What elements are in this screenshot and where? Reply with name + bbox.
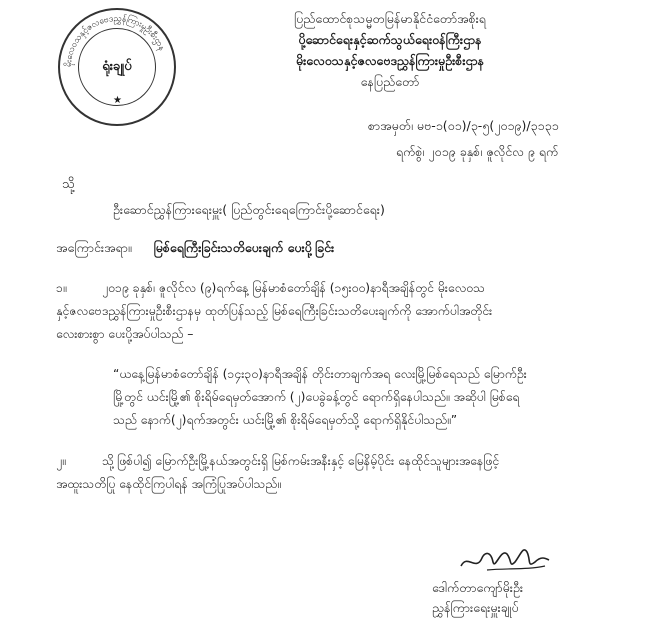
quote-line: မြို့တွင် ယင်းမြို့၏ စိုးရိမ်ရေမှတ်အောက် (၂)ပေခွဲခန့်တွင် ရောက်ရှိနေပါသည်။ အဆိုပါ မြစ်ရေ <box>113 390 520 404</box>
reference-block <box>368 113 559 165</box>
paragraph-line: လေးစားစွာ ပေးပို့အပ်ပါသည် – <box>56 327 194 341</box>
seal-center-text: ရုံးချုပ် <box>102 58 132 74</box>
handwritten-signature <box>457 540 557 580</box>
department-name: မိုးလေဝသနှင့်ဇလဗေဒညွှန်ကြားမှုဦးစီးဌာန <box>295 53 485 68</box>
paragraph-line: အထူးသတိပြု နေထိုင်ကြပါရန် အကြံပြုအပ်ပါသည်။ <box>56 477 281 491</box>
letterhead <box>210 8 570 92</box>
subject-line <box>56 240 334 259</box>
paragraph-number: ၁။ <box>56 281 67 295</box>
government-name: ပြည်ထောင်စုသမ္မတမြန်မာနိုင်ငံတော်အစိုးရ <box>294 11 486 26</box>
paragraph-2 <box>56 450 499 496</box>
signer-name: ဒေါက်တာကျော်မိုးဦး <box>432 580 524 595</box>
quote-line: “ယနေ့မြန်မာစံတော်ချိန် (၁၄း၃၀)နာရီအချိန် တိုင်းတာချက်အရ လေးမြို့မြစ်ရေသည် မြောက်ဦး <box>113 367 527 381</box>
paragraph-1 <box>56 277 492 346</box>
paragraph-number: ၂။ <box>56 454 66 468</box>
paragraph-line: ၂၀၁၉ ခုနှစ်၊ ဇူလိုင်လ (၉)ရက်နေ့ မြန်မာစံတော်ချိန် (၁၅း၀၀)နာရီအချိန်တွင် မိုးလေဝသ <box>102 281 485 295</box>
recipient: ဦးဆောင်ညွှန်ကြားရေးမှူး( ပြည်တွင်းရေကြောင်းပို့ဆောင်ရေး) <box>113 202 385 217</box>
seal-ring-text: မိုးလေဝသနှင့်ဇလဗေဒညွှန်ကြားမှုဦးစီးဌာန <box>63 13 167 68</box>
ministry-name: ပို့ဆောင်ရေးနှင့်ဆက်သွယ်ရေးဝန်ကြီးဌာန <box>298 32 482 47</box>
subject-title: မြစ်ရေကြီးခြင်းသတိပေးချက် ပေးပို့ခြင်း <box>153 240 335 255</box>
paragraph-line: နှင့်ဇလဗေဒညွှန်ကြားမှုဦးစီးဌာနမှ ထုတ်ပြန်သည့် မြစ်ရေကြီးခြင်းသတိပေးချက်ကို အောက်ပါအတိုင်း <box>56 304 493 318</box>
letter-date: ရက်စွဲ၊ ၂၀၁၉ ခုနှစ်၊ ဇူလိုင်လ ၉ ရက် <box>396 144 559 159</box>
paragraph-line: သို့ဖြစ်ပါ၍ မြောက်ဦးမြို့နယ်အတွင်းရှိ မြစ်ကမ်းအနီးနှင့် မြေနိမ့်ပိုင်း နေထိုင်သူများအနေဖြင့် <box>102 454 500 468</box>
department-seal <box>58 8 176 126</box>
signer-title: ညွှန်ကြားရေးမှူးချုပ် <box>432 600 519 615</box>
city-name: နေပြည်တော် <box>360 74 420 89</box>
signer-block <box>432 578 523 618</box>
subject-label: အကြောင်းအရာ။ <box>56 240 132 255</box>
letter-number: စာအမှတ်၊ မဗ-၁(၀၁)/၃-၅(၂၀၁၉)/၃၁၃၁ <box>368 118 559 133</box>
quote-line: သည် နောက်(၂)ရက်အတွင်း ယင်းမြို့၏ စိုးရိမ်ရေမှတ်သို့ ရောက်ရှိနိုင်ပါသည်။” <box>113 413 458 427</box>
quoted-warning <box>113 363 527 432</box>
to-label: သို့ <box>62 177 75 192</box>
star-icon: ★ <box>113 95 122 106</box>
